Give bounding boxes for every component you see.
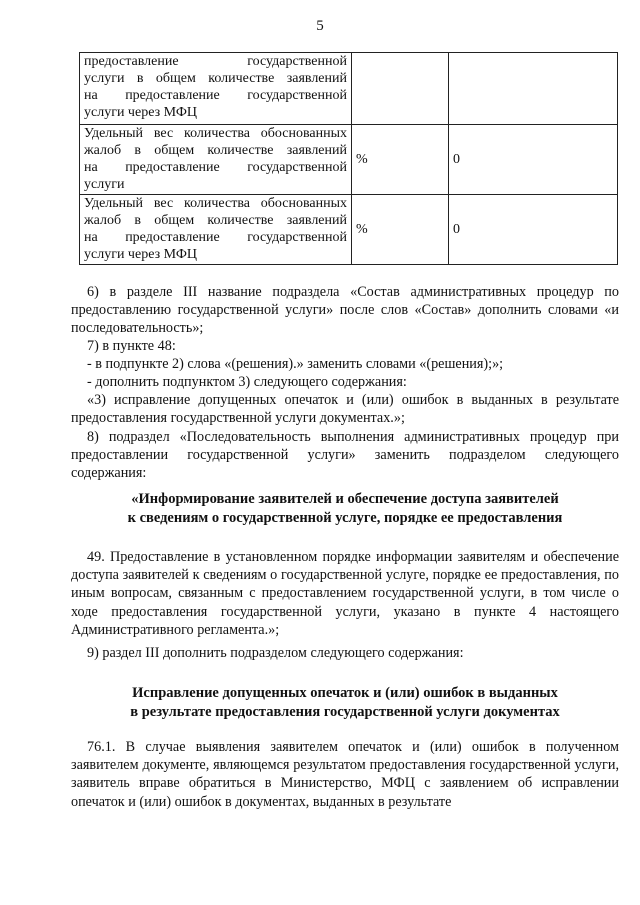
paragraph-item-49: 49. Предоставление в установленном порядке информации заявителям и обеспечение доступа заявителей к сведениям о государственной услуге, порядке ее предоставления, по иным вопросам, связанным с предоставлением государственной услуги, в том числе о ходе предоставления государственной услуги, указано в пункте 4 настоящего Административного регламента.»;	[71, 549, 619, 638]
section-heading-line: в результате предоставления государственной услуги документах	[130, 704, 560, 720]
page-number: 5	[316, 18, 324, 34]
section-heading-line: «Информирование заявителей и обеспечение доступа заявителей	[131, 491, 559, 507]
paragraph-item-6: 6) в разделе III название подраздела «Состав административных процедур по предоставлению государственной услуги» после слов «Состав» дополнить словами «и последовательность»;	[71, 284, 619, 337]
paragraph-item-7: 7) в пункте 48:	[87, 338, 176, 354]
cell-line: предоставление государственной	[84, 54, 347, 69]
cell-line: Удельный вес количества обоснованных	[84, 126, 347, 141]
section-heading-line: Исправление допущенных опечаток и (или) ошибок в выданных	[132, 685, 558, 701]
table-row	[80, 53, 618, 125]
unit-cell: %	[352, 195, 449, 265]
cell-line: жалоб в общем количестве заявлений	[84, 213, 347, 228]
unit-cell: %	[352, 125, 449, 195]
value-cell: 0	[449, 195, 618, 265]
unit-cell	[352, 53, 449, 125]
cell-line: на предоставление государственной	[84, 230, 347, 245]
value-cell	[449, 53, 618, 125]
indicator-table	[79, 52, 618, 265]
indicator-name-cell	[80, 195, 352, 265]
paragraph-item-9: 9) раздел III дополнить подразделом следующего содержания:	[87, 645, 464, 661]
value-cell: 0	[449, 125, 618, 195]
cell-line: услуги через МФЦ	[84, 247, 198, 262]
cell-line: Удельный вес количества обоснованных	[84, 196, 347, 211]
section-heading-line: к сведениям о государственной услуге, порядке ее предоставления	[127, 510, 563, 526]
paragraph-item-7-sub-3: «3) исправление допущенных опечаток и (или) ошибок в выданных в результате предоставления государственной услуги документах.»;	[71, 392, 619, 427]
paragraph-item-7-sub-2: - дополнить подпунктом 3) следующего содержания:	[87, 374, 407, 390]
table-row	[80, 125, 618, 195]
indicator-name-cell	[80, 125, 352, 195]
cell-line: на предоставление государственной	[84, 88, 347, 103]
cell-line: услуги в общем количестве заявлений	[84, 71, 347, 86]
cell-line: услуги через МФЦ	[84, 105, 198, 120]
paragraph-item-7-sub-1: - в подпункте 2) слова «(решения).» заменить словами «(решения);»;	[87, 356, 504, 372]
table-row	[80, 195, 618, 265]
paragraph-item-76-1: 76.1. В случае выявления заявителем опечаток и (или) ошибок в полученном заявителем документе, являющемся результатом предоставления государственной услуги, заявитель вправе обратиться в Министерство, МФЦ с заявлением об исправлении опечаток и (или) ошибок в документах, выданных в результате	[71, 739, 619, 810]
cell-line: на предоставление государственной	[84, 160, 347, 175]
paragraph-item-8: 8) подраздел «Последовательность выполнения административных процедур при предоставлении государственной услуги» заменить подразделом следующего содержания:	[71, 429, 619, 482]
cell-line: жалоб в общем количестве заявлений	[84, 143, 347, 158]
indicator-name-cell	[80, 53, 352, 125]
cell-line: услуги	[84, 177, 125, 192]
